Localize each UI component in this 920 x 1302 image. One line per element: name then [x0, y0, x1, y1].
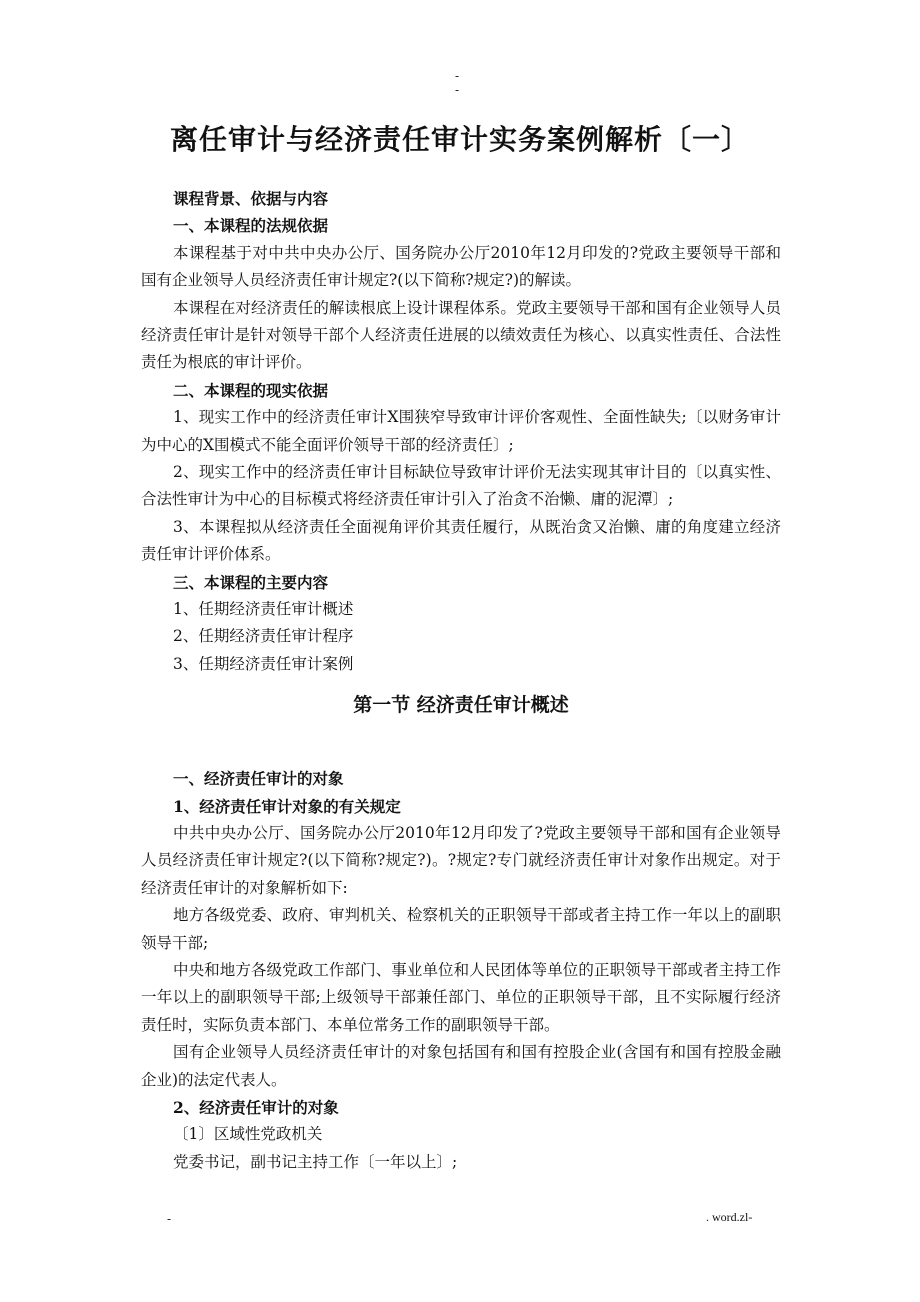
- paragraph: 党委书记，副书记主持工作〔一年以上〕;: [173, 1152, 458, 1171]
- intro-heading: 课程背景、依据与内容: [173, 189, 329, 208]
- header-mark: -: [455, 69, 460, 83]
- subsection-heading: 1、经济责任审计对象的有关规定: [173, 796, 401, 816]
- chapter-title: 第一节 经济责任审计概述: [353, 694, 569, 717]
- footer-left: -: [167, 1212, 172, 1226]
- header-mark: -: [455, 83, 460, 97]
- paragraph: 1、现实工作中的经济责任审计X围狭窄导致审计评价客观性、全面性缺失;〔以财务审计为中心的X围模式不能全面评价领导干部的经济责任〕;: [141, 408, 781, 454]
- list-item: 〔1〕区域性党政机关: [173, 1125, 323, 1144]
- list-item: 3、任期经济责任审计案例: [173, 654, 354, 673]
- paragraph: 中央和地方各级党政工作部门、事业单位和人民团体等单位的正职领导干部或者主持工作一年以上的副职领导干部;上级领导干部兼任部门、单位的正职领导干部，且不实际履行经济责任时，实际负责本部门、本单位常务工作的副职领导干部。: [141, 961, 781, 1034]
- paragraph: 地方各级党委、政府、审判机关、检察机关的正职领导干部或者主持工作一年以上的副职领导干部;: [141, 906, 781, 952]
- footer-right: . word.zl-: [706, 1210, 753, 1224]
- list-item: 1、任期经济责任审计概述: [173, 600, 354, 619]
- list-item: 2、任期经济责任审计程序: [173, 627, 354, 646]
- section-heading: 一、本课程的法规依据: [173, 216, 329, 236]
- paragraph: 本课程基于对中共中央办公厅、国务院办公厅2010年12月印发的?党政主要领导干部和国有企业领导人员经济责任审计规定?(以下简称?规定?)的解读。: [141, 243, 781, 290]
- paragraph: 本课程在对经济责任的解读根底上设计课程体系。党政主要领导干部和国有企业领导人员经济责任审计是针对领导干部个人经济责任进展的以绩效责任为核心、以真实性责任、合法性责任为根底的审计评价。: [141, 298, 781, 372]
- section-heading: 一、经济责任审计的对象: [173, 769, 344, 789]
- paragraph: 中共中央办公厅、国务院办公厅2010年12月印发了?党政主要领导干部和国有企业领导人员经济责任审计规定?(以下简称?规定?)。?规定?专门就经济责任审计对象作出规定。对于经济责任审计的对象解析如下:: [141, 823, 781, 897]
- section-heading: 二、本课程的现实依据: [173, 380, 329, 400]
- subsection-heading: 2、经济责任审计的对象: [173, 1098, 339, 1118]
- document-body: [141, 185, 781, 1176]
- paragraph: 国有企业领导人员经济责任审计的对象包括国有和国有控股企业(含国有和国有控股金融企业)的法定代表人。: [141, 1043, 781, 1089]
- document-title: 离任审计与经济责任审计实务案例解析〔一〕: [169, 123, 750, 156]
- paragraph: 3、本课程拟从经济责任全面视角评价其责任履行，从既治贪又治懒、庸的角度建立经济责任审计评价体系。: [141, 517, 781, 564]
- section-heading: 三、本课程的主要内容: [173, 572, 329, 592]
- paragraph: 2、现实工作中的经济责任审计目标缺位导致审计评价无法实现其审计目的〔以真实性、合法性审计为中心的目标模式将经济责任审计引入了治贪不治懒、庸的泥潭〕;: [141, 463, 781, 509]
